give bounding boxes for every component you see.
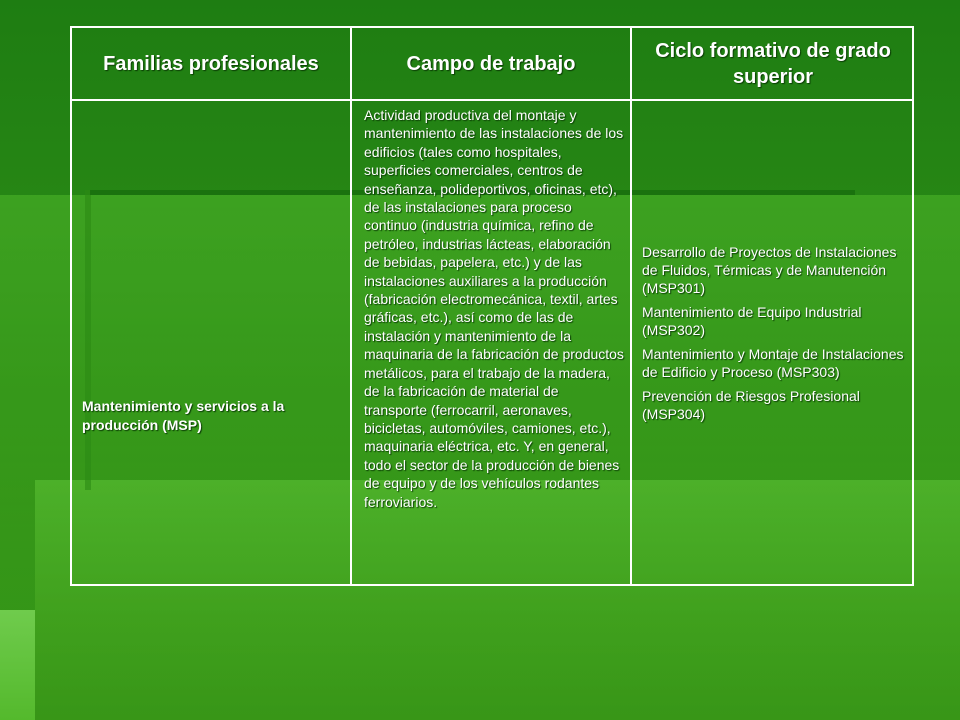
cell-familia [72, 101, 350, 584]
column-familias [72, 28, 350, 584]
column-ciclo [632, 28, 914, 584]
cell-ciclos [632, 101, 914, 584]
ciclo-item: Desarrollo de Proyectos de Instalaciones de Fluidos, Térmicas y de Manutención (MSP301) [642, 244, 897, 296]
ciclo-item: Mantenimiento de Equipo Industrial (MSP302) [642, 304, 862, 338]
ciclo-item: Prevención de Riesgos Profesional (MSP304) [642, 388, 860, 422]
campo-text: Actividad productiva del montaje y mantenimiento de las instalaciones de los edificios (tales como hospitales, superficies comerciales, centros de enseñanza, polideportivos, oficinas, etc), de las instalaciones para proceso continuo (industria química, refino de petróleo, industrias lácteas, elaboración de bebidas, papelera, etc.) y de las instalaciones auxiliares a la producción (fabricación electromecánica, textil, artes gráficas, etc.), así como de las de instalación y mantenimiento de la maquinaria de la fabricación de productos metálicos, para el trabajo de la madera, de la fabricación de material de transporte (ferrocarril, aeronaves, bicicletas, automóviles, camiones, etc.), maquinaria eléctrica, etc. Y, en general, todo el sector de la producción de bienes de equipo y de los vehículos rodantes ferroviarios. [364, 107, 624, 510]
ciclo-list [642, 243, 907, 429]
column-campo [352, 28, 630, 584]
familia-text: Mantenimiento y servicios a la producción (MSP) [82, 398, 285, 433]
header-familias: Familias profesionales [103, 52, 319, 75]
header-ciclo: Ciclo formativo de grado superior [655, 39, 891, 88]
careers-table [70, 26, 914, 586]
background-corner-accent [0, 610, 35, 720]
header-campo: Campo de trabajo [406, 52, 576, 75]
cell-campo [352, 101, 630, 584]
ciclo-item: Mantenimiento y Montaje de Instalaciones de Edificio y Proceso (MSP303) [642, 346, 904, 380]
